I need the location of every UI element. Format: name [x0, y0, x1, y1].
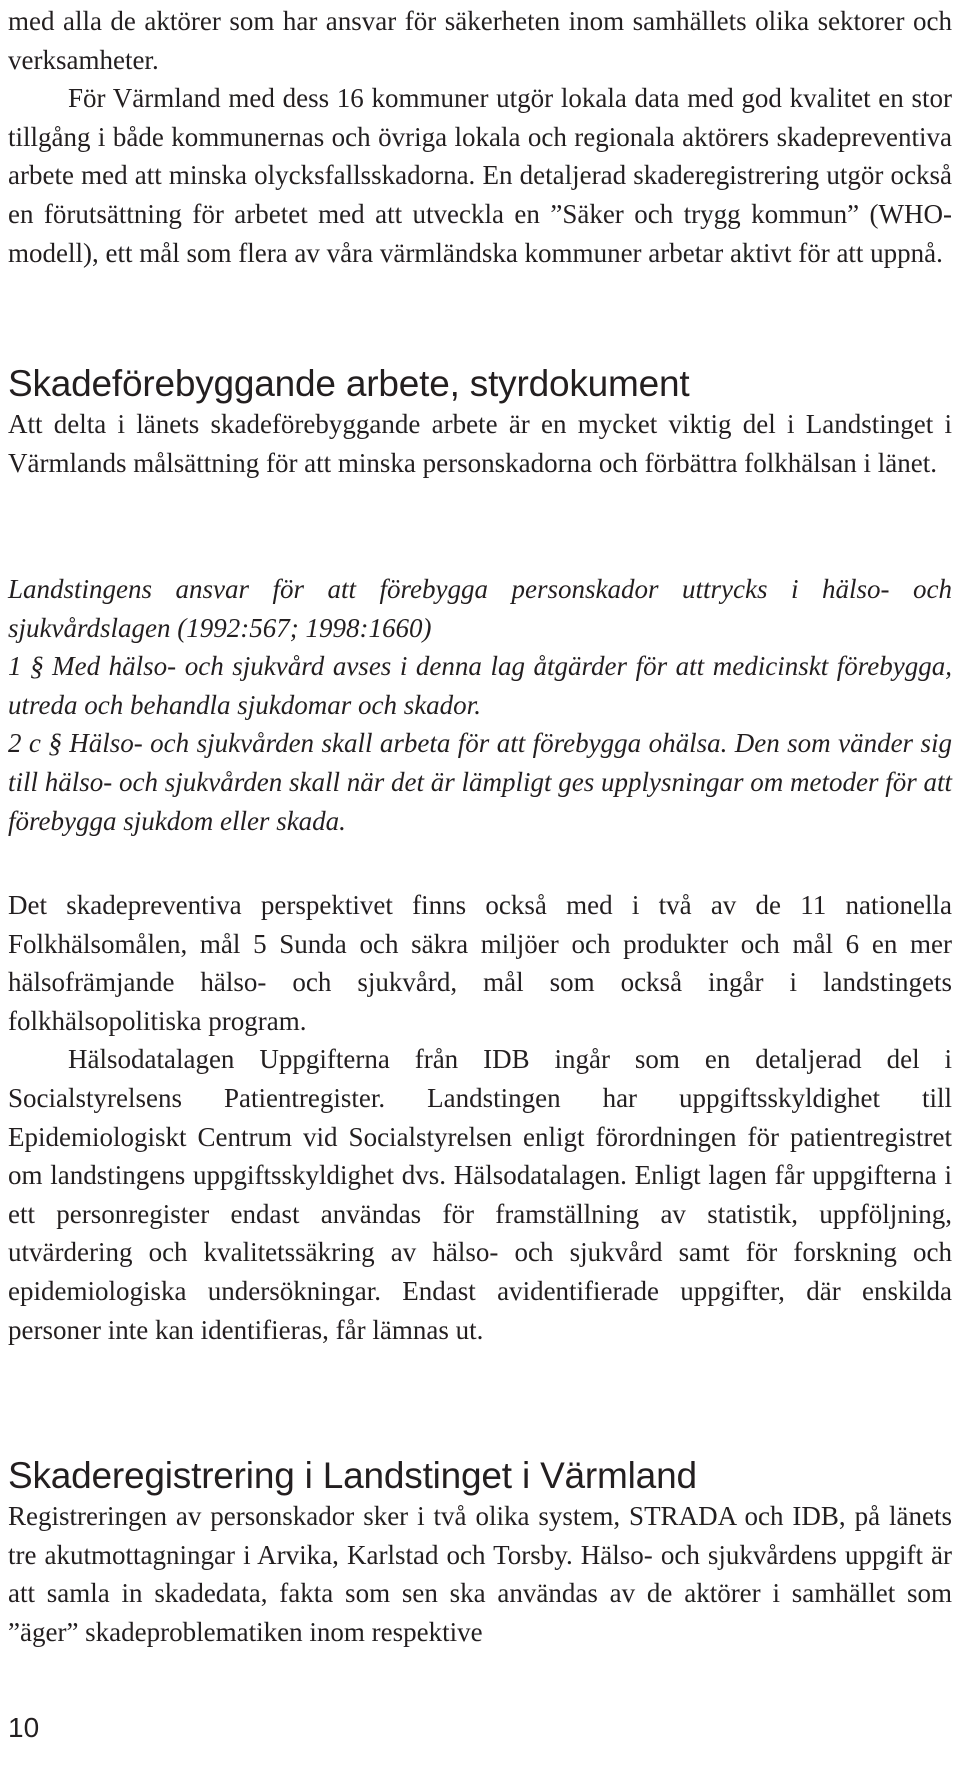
- intro-paragraph-2: För Värmland med dess 16 kommuner utgör lokala data med god kvalitet en stor tillgång i både kommunernas och övriga lokala och regionala aktörers skadepreventiva arbete med att minska olycksfallsskadorna. En detaljerad skaderegistrering utgör också en förutsättning för arbetet med att utveckla en ”Säker och trygg kommun” (WHO-modell), ett mål som flera av våra värmländska kommuner arbetar aktivt för att uppnå.: [8, 83, 952, 268]
- law-paragraph-2: 1 § Med hälso- och sjukvård avses i denna lag åtgärder för att medicinskt förebygga, utreda och behandla sjukdomar och skador.: [8, 651, 952, 720]
- law-quote-block: [8, 570, 952, 840]
- section-skaderegistrering: [8, 1455, 952, 1651]
- section-heading: Skaderegistrering i Landstinget i Värmland: [8, 1455, 697, 1496]
- page-number: 10: [8, 1712, 40, 1743]
- section-paragraph: Registreringen av personskador sker i två olika system, STRADA och IDB, på länets tre akutmottagningar i Arvika, Karlstad och Torsby. Hälso- och sjukvårdens uppgift är att samla in skadedata, fakta som sen ska användas av de aktörer i samhället som ”äger” skadeproblematiken inom respektive: [8, 1501, 952, 1647]
- law-paragraph-3: 2 c § Hälso- och sjukvården skall arbeta för att förebygga ohälsa. Den som vänder sig till hälso- och sjukvården skall när det är lämpligt ges upplysningar om metoder för att förebygga sjukdom eller skada.: [8, 728, 952, 836]
- section-heading: Skadeförebyggande arbete, styrdokument: [8, 363, 690, 404]
- law-paragraph-1: Landstingens ansvar för att förebygga personskador uttrycks i hälso- och sjukvårdslagen (1992:567; 1998:1660): [8, 574, 952, 643]
- section-paragraph: Att delta i länets skadeförebyggande arbete är en mycket viktig del i Landstinget i Värmlands målsättning för att minska personskadorna och förbättra folkhälsan i länet.: [8, 409, 952, 478]
- body-paragraph-1: Det skadepreventiva perspektivet finns också med i två av de 11 nationella Folkhälsomålen, mål 5 Sunda och säkra miljöer och produkter och mål 6 en mer hälsofrämjande hälso- och sjukvård, mål som också ingår i landstingets folkhälsopolitiska program.: [8, 890, 952, 1036]
- body-paragraph-2: Hälsodatalagen Uppgifterna från IDB ingår som en detaljerad del i Socialstyrelsens Patientregister. Landstingen har uppgiftsskyldighet till Epidemiologiskt Centrum vid Socialstyrelsen enligt förordningen för patientregistret om landstingens uppgiftsskyldighet dvs. Hälsodatalagen. Enligt lagen får uppgifterna i ett personregister endast användas för framställning av statistik, uppföljning, utvärdering och kvalitetssäkring av hälso- och sjukvård samt för forskning och epidemiologiska undersökningar. Endast avidentifierade uppgifter, där enskilda personer inte kan identifieras, får lämnas ut.: [8, 1044, 952, 1345]
- intro-paragraph-1: med alla de aktörer som har ansvar för säkerheten inom samhällets olika sektorer och verksamheter.: [8, 6, 952, 75]
- intro-block: [8, 2, 952, 272]
- body-block: [8, 886, 952, 1349]
- section-styrdokument: [8, 363, 952, 482]
